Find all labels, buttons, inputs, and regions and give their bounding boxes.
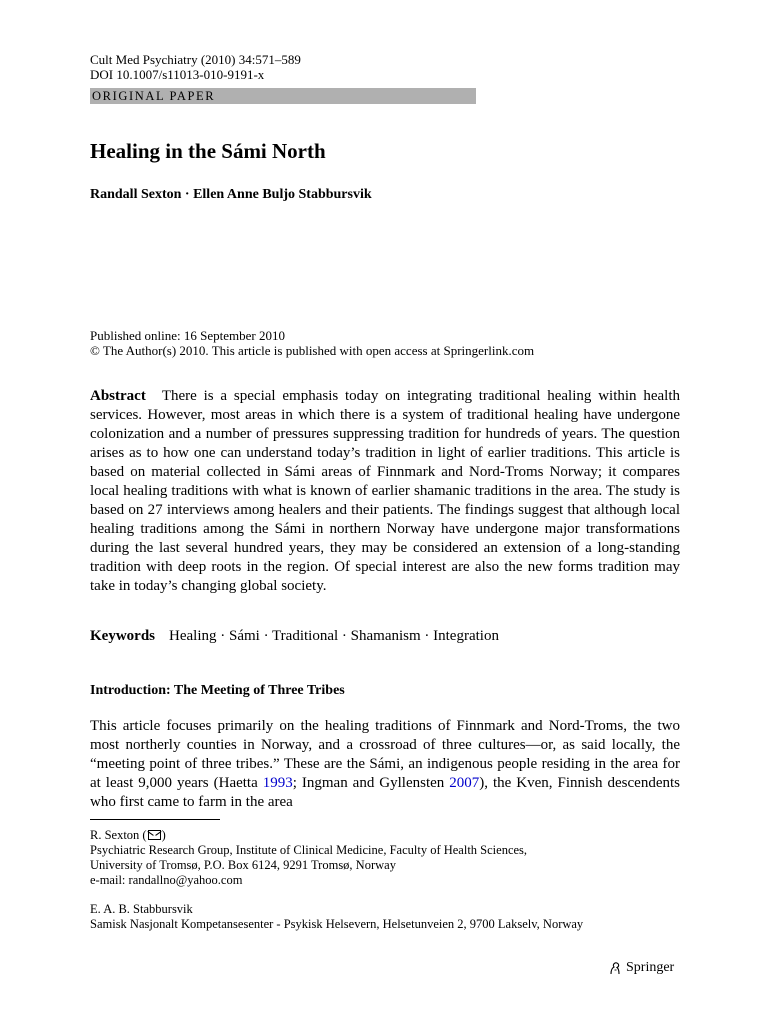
citation-link-haetta[interactable]: 1993 [262, 775, 293, 791]
journal-reference: Cult Med Psychiatry (2010) 34:571–589 [90, 52, 301, 67]
keywords-label: Keywords [90, 628, 155, 644]
author1-email[interactable]: e-mail: randallno@yahoo.com [90, 873, 243, 887]
intro-text-2: ; Ingman and Gyllensten [292, 775, 450, 791]
author2-name: E. A. B. Stabbursvik [90, 902, 193, 916]
copyright-notice: © The Author(s) 2010. This article is published with open access at Springerlink.com [90, 343, 535, 358]
intro-text-3: ), the Kven, Finnish descendents who first came to farm in the area [90, 775, 680, 810]
author1-name-end: ) [161, 828, 166, 842]
intro-text-1: This article focuses primarily on the healing traditions of Finnmark and Nord-Troms, the two most northerly counties in Norway, and a crossroad of three cultures—or, as said locally, the “meeting point of three tribes.” These are the Sámi, an indigenous people residing in the area for at least 9,000 years (Haetta [90, 718, 680, 791]
springer-logo [608, 960, 674, 976]
author1-name: R. Sexton ( [90, 828, 147, 842]
abstract-text: There is a special emphasis today on integrating traditional healing within health services. However, most areas in which there is a system of traditional healing have undergone colonization and a number of pressures suppressing tradition for hundreds of years. The question arises as to how one can understand today’s tradition in light of earlier traditions. This article is based on material collected in Sámi areas of Finnmark and Nord-Troms Norway; it compares local healing traditions with what is known of earlier shamanic traditions in the area. The study is based on 27 interviews among healers and their patients. The findings suggest that although local healing traditions among the Sámi in northern Norway have undergone major transformations during the last several hundred years, they may be considered an extension of a long-standing tradition with deep roots in the region. Of special interest are also the new forms tradition may take in today’s changing global society. [90, 388, 680, 594]
article-title: Healing in the Sámi North [90, 139, 326, 163]
citation-link-ingman[interactable]: 2007 [449, 775, 480, 791]
keywords-text: Healing · Sámi · Traditional · Shamanism · Integration [169, 628, 499, 644]
article-type-label: ORIGINAL PAPER [92, 89, 216, 103]
author2-affiliation: Samisk Nasjonalt Kompetansesenter - Psykisk Helsevern, Helsetunveien 2, 9700 Lakselv, Norway [90, 917, 584, 931]
abstract-label: Abstract [90, 388, 146, 404]
author1-name-line [90, 828, 166, 843]
doi: DOI 10.1007/s11013-010-9191-x [90, 67, 265, 82]
springer-horse-icon [608, 961, 622, 975]
author1-affiliation-line2: University of Tromsø, P.O. Box 6124, 9291 Tromsø, Norway [90, 858, 396, 872]
article-type-band [90, 88, 476, 104]
footnote-divider [90, 819, 220, 820]
envelope-icon[interactable] [148, 830, 161, 840]
author1-affiliation-line1: Psychiatric Research Group, Institute of Clinical Medicine, Faculty of Health Sciences, [90, 843, 528, 857]
keywords [90, 627, 499, 646]
publisher-name: Springer [626, 960, 675, 975]
page [90, 0, 680, 1024]
section-heading-introduction: Introduction: The Meeting of Three Tribes [90, 683, 345, 698]
abstract [90, 387, 680, 596]
introduction-paragraph [90, 717, 680, 812]
author-list: Randall Sexton · Ellen Anne Buljo Stabbursvik [90, 187, 372, 202]
published-online: Published online: 16 September 2010 [90, 328, 285, 343]
